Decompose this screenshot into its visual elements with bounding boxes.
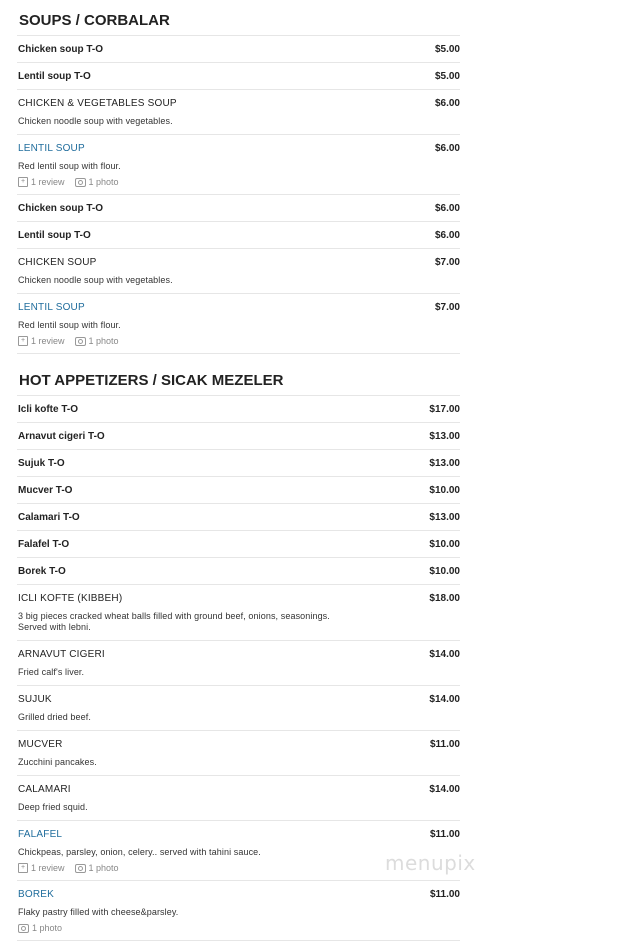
menu-item-link[interactable]: LENTIL SOUP <box>18 143 85 154</box>
menu-item <box>17 731 460 776</box>
camera-icon <box>75 864 86 873</box>
menu-item[interactable] <box>17 294 460 354</box>
menu-item-link[interactable]: BOREK <box>18 889 55 900</box>
menu-item-header <box>18 485 460 496</box>
menu-item-name: Chicken soup T-O <box>18 203 104 214</box>
camera-icon <box>18 924 29 933</box>
menu-item-description: Flaky pastry filled with cheese&parsley. <box>18 907 179 917</box>
menu-item <box>17 396 460 423</box>
menu-item-price: $5.00 <box>434 44 460 55</box>
menu-item-price: $11.00 <box>429 829 460 840</box>
menu-item-name: CALAMARI <box>18 784 71 795</box>
menu-item-price: $17.00 <box>429 404 460 415</box>
menu-item-description: Chicken noodle soup with vegetables. <box>18 116 173 126</box>
menu-item-name: Sujuk T-O <box>18 458 65 469</box>
menu-item-price: $14.00 <box>429 784 460 795</box>
review-count-link[interactable] <box>18 177 65 187</box>
menu-item-header <box>18 302 460 313</box>
menu-item-price: $5.00 <box>434 71 460 82</box>
menu-item-meta <box>18 336 460 346</box>
menu-item-price: $6.00 <box>434 98 460 109</box>
review-count-text: 1 review <box>31 177 65 187</box>
menu-item-price: $10.00 <box>429 485 460 496</box>
menu-item-header <box>18 593 460 604</box>
menu-item-price: $7.00 <box>434 302 460 313</box>
photo-count-link[interactable] <box>18 923 62 933</box>
menu-item <box>17 249 460 294</box>
menu-item-header <box>18 404 460 415</box>
camera-icon <box>75 337 86 346</box>
menu-item-header <box>18 71 460 82</box>
photo-count-link[interactable] <box>75 177 119 187</box>
menu-item <box>17 63 460 90</box>
menu-item <box>17 450 460 477</box>
menu-item[interactable] <box>17 135 460 195</box>
menu-item-header <box>18 44 460 55</box>
section-title: SOUPS / CORBALAR <box>17 0 460 36</box>
menu-item-name: ICLI KOFTE (KIBBEH) <box>18 593 123 604</box>
menu-item-header <box>18 784 460 795</box>
menu-item-name: SUJUK <box>18 694 52 705</box>
menu-item-name: Borek T-O <box>18 566 66 577</box>
menu-item-header <box>18 829 460 840</box>
menu-item <box>17 686 460 731</box>
menu-item-name: Calamari T-O <box>18 512 80 523</box>
menu-item-name: CHICKEN SOUP <box>18 257 97 268</box>
menu-item-header <box>18 566 460 577</box>
menu-item-header <box>18 512 460 523</box>
menu-item <box>17 222 460 249</box>
menu-item[interactable] <box>17 881 460 941</box>
menu-item <box>17 531 460 558</box>
photo-count-text: 1 photo <box>88 863 119 873</box>
photo-count-link[interactable] <box>75 863 119 873</box>
menu-item <box>17 776 460 821</box>
menu-item-price: $13.00 <box>429 512 460 523</box>
menu-item-name: Mucver T-O <box>18 485 73 496</box>
menu-item-name: Icli kofte T-O <box>18 404 79 415</box>
menu-item-price: $14.00 <box>429 649 460 660</box>
menu-item-header <box>18 257 460 268</box>
menu-item-header <box>18 431 460 442</box>
section-title: HOT APPETIZERS / SICAK MEZELER <box>17 354 460 396</box>
menu-item-header <box>18 98 460 109</box>
menu-item-header <box>18 203 460 214</box>
menu-item-link[interactable]: FALAFEL <box>18 829 63 840</box>
menu-item-header <box>18 539 460 550</box>
menu-item-meta <box>18 923 460 933</box>
menu-item-meta <box>18 177 460 187</box>
menu-item-link[interactable]: LENTIL SOUP <box>18 302 85 313</box>
menu-item-description: 3 big pieces cracked wheat balls filled with ground beef, onions, seasonings. Served with lebni. <box>18 611 330 632</box>
menu-item-name: Lentil soup T-O <box>18 71 91 82</box>
watermark: menupix <box>385 851 476 875</box>
menu-item-price: $11.00 <box>429 739 460 750</box>
menu-item-description: Fried calf's liver. <box>18 667 85 677</box>
review-icon: + <box>18 863 28 873</box>
menu-item-description: Chickpeas, parsley, onion, celery.. served with tahini sauce. <box>18 847 261 857</box>
menu-item <box>17 477 460 504</box>
menu-item-price: $6.00 <box>434 143 460 154</box>
menu-item-header <box>18 694 460 705</box>
review-count-text: 1 review <box>31 863 65 873</box>
menu-item-description: Red lentil soup with flour. <box>18 320 121 330</box>
menu-item-description: Grilled dried beef. <box>18 712 91 722</box>
menu-item-price: $10.00 <box>429 566 460 577</box>
menu-item-price: $6.00 <box>434 203 460 214</box>
menu-item <box>17 195 460 222</box>
menu-item <box>17 558 460 585</box>
review-count-text: 1 review <box>31 336 65 346</box>
menu-item-name: Arnavut cigeri T-O <box>18 431 105 442</box>
photo-count-text: 1 photo <box>32 923 63 933</box>
photo-count-link[interactable] <box>75 336 119 346</box>
photo-count-text: 1 photo <box>88 336 119 346</box>
menu-item-description: Red lentil soup with flour. <box>18 161 121 171</box>
menu-item <box>17 585 460 641</box>
menu-item-name: ARNAVUT CIGERI <box>18 649 105 660</box>
menu-item-price: $14.00 <box>429 694 460 705</box>
menu-item-description: Zucchini pancakes. <box>18 757 97 767</box>
menu-item-price: $13.00 <box>429 431 460 442</box>
menu-item-name: Lentil soup T-O <box>18 230 91 241</box>
menu-item-header <box>18 458 460 469</box>
menu-item-description: Chicken noodle soup with vegetables. <box>18 275 173 285</box>
menu <box>17 0 460 941</box>
menu-item-header <box>18 649 460 660</box>
review-count-link[interactable] <box>18 863 65 873</box>
menu-item-price: $13.00 <box>429 458 460 469</box>
menu-item <box>17 641 460 686</box>
menu-item-price: $18.00 <box>429 593 460 604</box>
menu-item-header <box>18 889 460 900</box>
menu-item-name: MUCVER <box>18 739 63 750</box>
menu-item-header <box>18 739 460 750</box>
menu-item-price: $6.00 <box>434 230 460 241</box>
menu-item-description: Deep fried squid. <box>18 802 88 812</box>
camera-icon <box>75 178 86 187</box>
review-icon: + <box>18 177 28 187</box>
menu-item-price: $7.00 <box>434 257 460 268</box>
menu-item <box>17 423 460 450</box>
menu-item-price: $11.00 <box>429 889 460 900</box>
review-icon: + <box>18 336 28 346</box>
menu-item-name: Chicken soup T-O <box>18 44 104 55</box>
menu-item-name: Falafel T-O <box>18 539 70 550</box>
menu-item-header <box>18 230 460 241</box>
menu-item <box>17 36 460 63</box>
review-count-link[interactable] <box>18 336 65 346</box>
menu-item-header <box>18 143 460 154</box>
menu-item <box>17 90 460 135</box>
menu-item-price: $10.00 <box>429 539 460 550</box>
menu-item-name: CHICKEN & VEGETABLES SOUP <box>18 98 177 109</box>
menu-item <box>17 504 460 531</box>
photo-count-text: 1 photo <box>88 177 119 187</box>
